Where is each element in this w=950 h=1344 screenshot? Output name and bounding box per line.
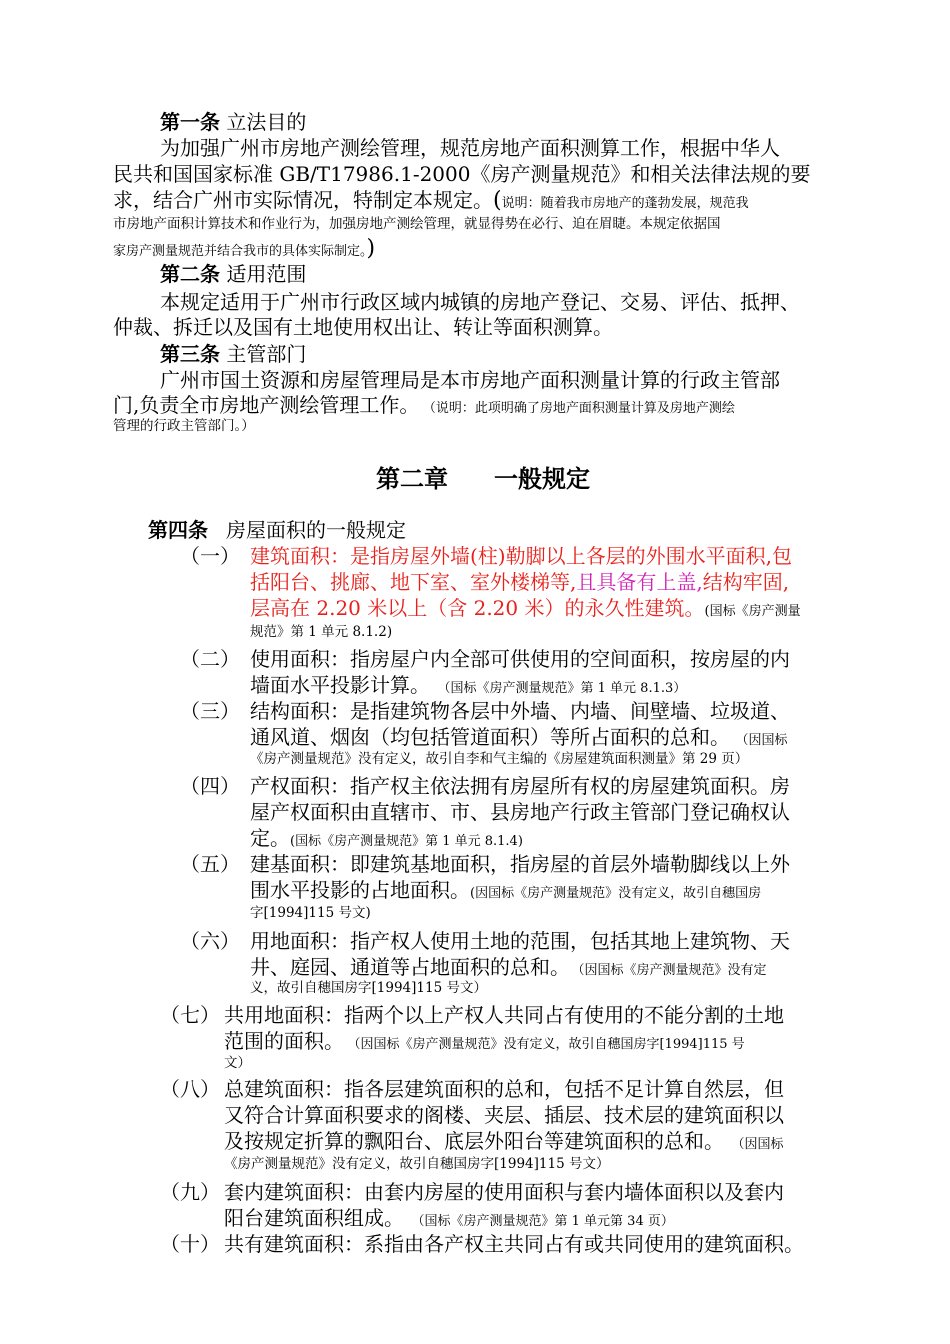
item-6-line-2-text: 井、庭园、通道等占地面积的总和。 (250, 955, 570, 979)
article-1-line-3-text: 求，结合广州市实际情况，特制定本规定。 (113, 188, 493, 212)
item-8-line-3 (224, 1129, 784, 1157)
item-7-number: （七） (160, 1003, 220, 1027)
item-1-number: （一） (180, 544, 240, 568)
article-1-note-3: 家房产测量规范并结合我市的具体实际制定。 (113, 244, 367, 259)
chapter-heading (376, 464, 590, 494)
item-5-line-2-text: 围水平投影的占地面积。 (250, 878, 470, 902)
item-4-line-3-text: 定。 (250, 826, 290, 850)
article-3-line-2-text: 门,负责全市房地产测绘管理工作。 (113, 393, 420, 417)
item-1-line-2-b: 且具备有上盖, (576, 570, 703, 594)
item-1-line-3-text: 层高在 2.20 米以上（含 2.20 米）的永久性建筑。 (250, 596, 705, 620)
article-1-label: 第一条 (160, 110, 220, 134)
item-2-note: （国标《房产测量规范》第 1 单元 8.1.3） (444, 681, 687, 696)
item-2-number: （二） (180, 647, 240, 671)
article-1-line-1: 为加强广州市房地产测绘管理，规范房地产面积测算工作，根据中华人 (160, 136, 780, 160)
article-1-note-close-paren: ) (366, 236, 376, 261)
item-9-line-2-text: 阳台建筑面积组成。 (224, 1206, 404, 1230)
item-4-number: （四） (180, 774, 240, 798)
item-5-line-1: 建基面积：即建筑基地面积，指房屋的首层外墙勒脚线以上外 (250, 852, 790, 876)
item-6-line-1: 用地面积：指产权人使用土地的范围，包括其地上建筑物、天 (250, 929, 790, 953)
item-10-line-1: 共有建筑面积：系指由各产权主共同占有或共同使用的建筑面积。 (224, 1232, 804, 1256)
item-6-number: （六） (180, 929, 240, 953)
item-7-note-1: （因国标《房产测量规范》没有定义，故引自穗国房字[1994]115 号 (354, 1037, 745, 1052)
item-9-line-2 (224, 1206, 674, 1234)
article-1-line-3 (113, 188, 749, 216)
item-9-number: （九） (160, 1180, 220, 1204)
article-3-note-2: 管理的行政主管部门。） (113, 418, 255, 434)
article-1-note-3-line (113, 236, 375, 264)
item-3-note-2: 《房产测量规范》没有定义，故引自李和气主编的《房屋建筑面积测量》第 29 页） (250, 751, 749, 767)
item-8-line-2: 又符合计算面积要求的阁楼、夹层、插层、技术层的建筑面积以 (224, 1103, 784, 1127)
item-4-line-1: 产权面积：指产权主依法拥有房屋所有权的房屋建筑面积。房 (250, 774, 790, 798)
item-6-note-2: 义，故引自穗国房字[1994]115 号文） (250, 980, 487, 996)
item-5-line-2 (250, 878, 761, 906)
article-2-line-1: 本规定适用于广州市行政区域内城镇的房地产登记、交易、评估、抵押、 (160, 290, 800, 314)
item-2-line-2 (250, 673, 686, 701)
item-3-note-1: （因国标 (742, 733, 788, 748)
item-7-line-1: 共用地面积：指两个以上产权人共同占有使用的不能分割的土地 (224, 1003, 784, 1027)
article-3-title: 主管部门 (220, 342, 307, 366)
item-3-line-1: 结构面积：是指建筑物各层中外墙、内墙、间壁墙、垃圾道、 (250, 699, 790, 723)
article-1-note-2: 市房地产面积计算技术和作业行为，加强房地产测绘管理，就显得势在必行、迫在眉睫。本规定依据国 (113, 216, 721, 232)
article-4-heading (148, 518, 406, 542)
item-8-note-1: （因国标 (738, 1137, 784, 1152)
item-7-line-2 (224, 1029, 745, 1057)
article-3-heading (160, 342, 306, 366)
item-10-number: （十） (160, 1232, 220, 1256)
article-1-title: 立法目的 (220, 110, 307, 134)
item-9-line-1: 套内建筑面积：由套内房屋的使用面积与套内墙体面积以及套内 (224, 1180, 784, 1204)
article-2-title: 适用范围 (220, 262, 307, 286)
item-8-note-2: 《房产测量规范》没有定义，故引自穗国房字[1994]115 号文） (224, 1156, 610, 1172)
item-4-line-2: 屋产权面积由直辖市、市、县房地产行政主管部门登记确权认 (250, 800, 790, 824)
item-7-note-2: 文） (224, 1055, 251, 1071)
item-6-note-1: （因国标《房产测量规范》没有定 (578, 963, 767, 978)
item-1-line-2 (250, 570, 789, 594)
item-5-note-2: 字[1994]115 号文) (250, 905, 371, 921)
item-1-note-1: (国标《房产测量 (704, 604, 801, 619)
chapter-title: 一般规定 (494, 465, 590, 493)
chapter-number: 第二章 (376, 465, 448, 493)
item-1-note-2: 规范》第 1 单元 8.1.2) (250, 624, 393, 640)
article-4-title: 房屋面积的一般规定 (226, 518, 406, 542)
item-1-line-2-a: 括阳台、挑廊、地下室、室外楼梯等, (250, 570, 577, 594)
article-2-heading (160, 262, 306, 286)
item-8-line-1: 总建筑面积：指各层建筑面积的总和，包括不足计算自然层，但 (224, 1077, 784, 1101)
item-1-line-2-c: 结构牢固, (702, 570, 790, 594)
item-8-line-3-text: 及按规定折算的飘阳台、底层外阳台等建筑面积的总和。 (224, 1129, 724, 1153)
item-5-number: （五） (180, 852, 240, 876)
item-4-note: (国标《房产测量规范》第 1 单元 8.1.4) (290, 834, 523, 849)
article-1-line-2: 民共和国国家标准 GB/T17986.1-2000《房产测量规范》和相关法律法规的要 (113, 162, 811, 186)
item-1-line-1: 建筑面积：是指房屋外墙(柱)勒脚以上各层的外围水平面积,包 (250, 544, 792, 568)
article-3-note-1: （说明：此项明确了房地产面积测量计算及房地产测绘 (429, 401, 735, 416)
item-7-line-2-text: 范围的面积。 (224, 1029, 344, 1053)
item-3-number: （三） (180, 699, 240, 723)
article-3-line-1: 广州市国土资源和房屋管理局是本市房地产面积测量计算的行政主管部 (160, 368, 780, 392)
item-8-number: （八） (160, 1077, 220, 1101)
item-2-line-2-text: 墙面水平投影计算。 (250, 673, 430, 697)
article-4-label: 第四条 (148, 518, 208, 542)
item-1-line-3 (250, 596, 801, 624)
item-3-line-2-text: 通风道、烟囱（均包括管道面积）等所占面积的总和。 (250, 725, 730, 749)
item-5-note-1: (因国标《房产测量规范》没有定义，故引自穗国房 (470, 886, 762, 901)
article-1-note-open-paren: ( (493, 188, 502, 213)
item-4-line-3 (250, 826, 523, 854)
article-2-label: 第二条 (160, 262, 220, 286)
article-1-heading (160, 110, 306, 134)
article-2-line-2: 仲裁、拆迁以及国有土地使用权出让、转让等面积测算。 (113, 315, 613, 339)
item-2-line-1: 使用面积：指房屋户内全部可供使用的空间面积，按房屋的内 (250, 647, 790, 671)
article-1-note-1: 说明：随着我市房地产的蓬勃发展，规范我 (501, 196, 749, 211)
item-9-note: （国标《房产测量规范》第 1 单元第 34 页） (418, 1214, 674, 1229)
article-3-label: 第三条 (160, 342, 220, 366)
